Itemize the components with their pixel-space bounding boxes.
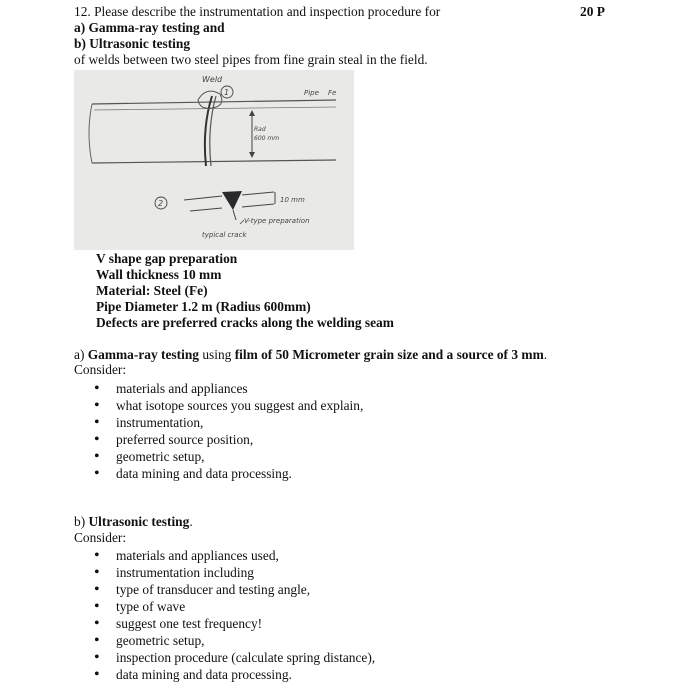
subject-line: of welds between two steel pipes from fine grain steal in the field. (74, 52, 428, 67)
part-a-intro (74, 347, 547, 363)
part-a-list (74, 380, 363, 482)
spec-line: Wall thickness 10 mm (96, 267, 222, 282)
part-b-title: Ultrasonic testing (88, 514, 190, 529)
part-b-list (74, 547, 375, 683)
weld-seam (205, 96, 212, 166)
part-a-using: using (198, 347, 235, 362)
weld-seam-edge (210, 96, 216, 166)
radius-label: Rad (254, 126, 266, 133)
list-item: • geometric setup, (74, 448, 363, 465)
question-title: 12. Please describe the instrumentation and inspection procedure for (74, 4, 441, 19)
plate-right-top (242, 192, 274, 195)
list-item: • type of transducer and testing angle, (74, 581, 375, 598)
part-b-prefix: b) (74, 514, 89, 529)
list-item: • type of wave (74, 598, 375, 615)
part-a-consider: Consider: (74, 362, 127, 377)
part-a-end: . (543, 347, 548, 362)
spec-line: Pipe Diameter 1.2 m (Radius 600mm) (96, 299, 311, 314)
part-a-heading: a) Gamma-ray testing and (74, 20, 225, 35)
spec-line: V shape gap preparation (96, 251, 238, 266)
fe-label: Fe (328, 89, 337, 97)
list-item: • geometric setup, (74, 632, 375, 649)
weld-sketch-figure (74, 70, 354, 250)
thickness-arrow-head-top (249, 110, 255, 116)
list-item: • data mining and data processing. (74, 666, 375, 683)
weld-label: Weld (202, 75, 223, 84)
pipe-label: Pipe (304, 89, 319, 97)
part-b-intro (74, 514, 193, 530)
list-item: • suggest one test frequency! (74, 615, 375, 632)
radius-value: 600 mm (254, 135, 280, 142)
part-b-heading: b) Ultrasonic testing (74, 36, 191, 51)
part-b-end: . (189, 514, 193, 529)
crack-line (233, 210, 236, 220)
spec-line: Material: Steel (Fe) (96, 283, 208, 298)
points-label: 20 P (580, 4, 605, 19)
plate-right-bottom (242, 204, 274, 207)
plate-left-top (184, 196, 222, 200)
part-a-title: Gamma-ray testing (87, 347, 199, 362)
list-item: • what isotope sources you suggest and explain, (74, 397, 363, 414)
spec-line: Defects are preferred cracks along the welding seam (96, 315, 394, 330)
pipe-bottom-line (92, 160, 336, 163)
list-item: • inspection procedure (calculate spring distance), (74, 649, 375, 666)
list-item: • materials and appliances (74, 380, 363, 397)
list-item: • materials and appliances used, (74, 547, 375, 564)
weld-sketch (74, 70, 354, 250)
crack-label: typical crack (202, 231, 247, 239)
plate-left-bottom (190, 208, 222, 211)
part-a-film: film of 50 Micrometer grain size and a source of 3 mm (234, 347, 544, 362)
pipe-left-end (89, 104, 92, 163)
list-item: • data mining and data processing. (74, 465, 363, 482)
marker-2: 2 (158, 199, 164, 208)
list-item: • instrumentation including (74, 564, 375, 581)
part-a-prefix: a) (74, 347, 88, 362)
part-b-consider: Consider: (74, 530, 127, 545)
marker-1: 1 (224, 88, 230, 97)
thickness-arrow-head-bottom (249, 152, 255, 158)
vtype-label: V-type preparation (244, 217, 310, 225)
list-item: • instrumentation, (74, 414, 363, 431)
thickness-label: 10 mm (280, 196, 305, 204)
v-groove-weld (222, 191, 242, 210)
list-item: • preferred source position, (74, 431, 363, 448)
